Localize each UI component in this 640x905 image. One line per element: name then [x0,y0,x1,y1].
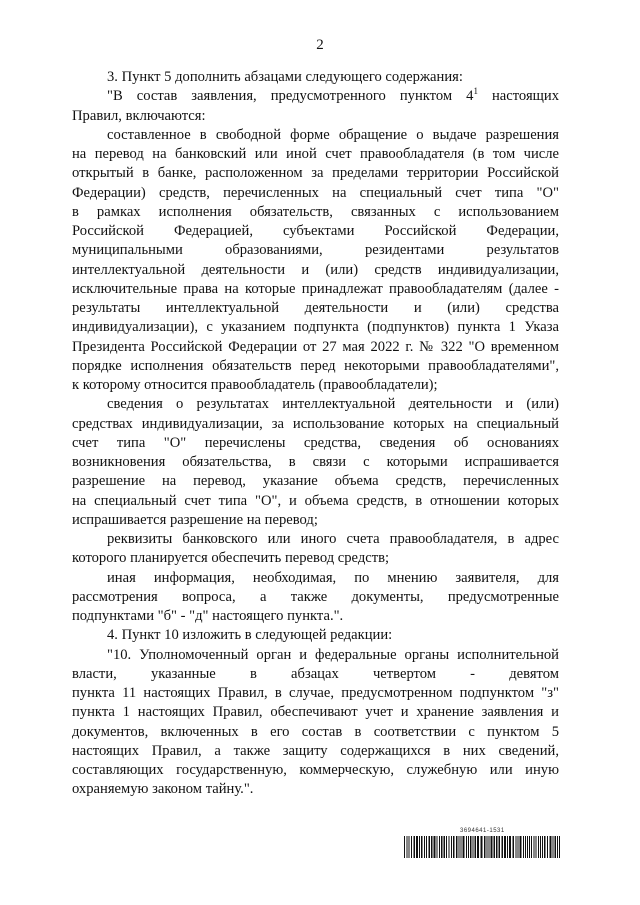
line-text: 4. Пункт 10 изложить в следующей редакции: [107,627,393,644]
line-text: составленное в свободной форме обращение о выдаче разрешения [107,126,559,143]
text-line [72,280,559,299]
line-text: разрешение на перевод, указание объема средств, перечисленных [72,473,559,490]
text-line [72,107,559,126]
text-line [72,318,559,337]
line-text-tail: настоящих [477,88,559,105]
line-text: составляющих государственную, коммерческую, служебную или иную [72,762,559,778]
text-line [72,376,559,395]
line-text: подпунктами "б" - "д" настоящего пункта.". [72,608,344,624]
line-text: рассмотрения вопроса, а также документы, предусмотренные [72,588,559,605]
text-line [72,511,559,530]
text-line [72,665,559,684]
line-text: в рамках исполнения обязательств, связанных с использованием [72,203,559,220]
text-line [72,780,559,799]
text-line [72,203,559,222]
line-text: власти, указанные в абзацах четвертом - девятом [72,665,559,682]
text-line [72,607,559,626]
line-text: пункта 1 настоящих Правил, обеспечивают учет и хранение заявления и [72,704,559,721]
line-text: на специальный счет типа "О", и объема средств, в отношении которых [72,492,559,509]
line-text: охраняемую законом тайну.". [72,781,254,798]
line-text: порядке исполнения обязательств перед некоторыми правообладателями", [72,357,559,374]
text-line [72,549,559,568]
text-line [72,126,559,145]
line-text: результаты интеллектуальной деятельности и (или) средства [72,300,559,316]
line-text: возникновения обязательства, в связи с которыми испрашивается [72,454,559,470]
text-line [72,241,559,260]
line-text: испрашивается разрешение на перевод; [72,511,318,528]
text-line [72,434,559,453]
line-text: Федерации) средств, перечисленных на специальный счет типа "О" [72,184,559,201]
line-text: на перевод на банковский или иной счет правообладателя (в том числе [72,146,559,162]
line-text: Президента Российской Федерации от 27 мая 2022 г. № 322 "О временном [72,338,559,355]
barcode [404,836,560,858]
text-line [72,742,559,761]
text-line [72,338,559,357]
line-text: интеллектуальной деятельности и (или) средств индивидуализации, [72,261,559,278]
line-text: счет типа "О" перечислены средства, сведения об основаниях [72,434,559,451]
superscript: 1 [473,86,478,97]
text-line [72,184,559,203]
text-line [72,761,559,780]
line-text: 3. Пункт 5 дополнить абзацами следующего содержания: [107,69,463,85]
line-text: Правил, включаются: [72,107,206,124]
page-number: 2 [316,37,324,53]
text-line [72,472,559,491]
line-text: пункта 11 настоящих Правил, в случае, предусмотренном подпунктом "з" [72,685,559,701]
text-line [72,415,559,434]
line-text: сведения о результатах интеллектуальной деятельности и (или) [107,396,559,413]
text-line [72,530,559,549]
text-line [72,684,559,703]
text-line [72,703,559,722]
text-line [72,588,559,607]
document-code: 3694641-1531 [460,828,505,834]
document-body [72,68,559,800]
line-text: "10. Уполномоченный орган и федеральные органы исполнительной [107,646,559,663]
text-line [72,453,559,472]
line-text: индивидуализации), с указанием подпункта (подпунктов) пункта 1 Указа [72,319,559,336]
text-line [72,395,559,414]
line-text: к которому относится правообладатель (правообладатели); [72,377,438,393]
line-text: открытый в банке, расположенном за пределами территории Российской [72,165,559,182]
text-line [72,723,559,742]
text-line [72,261,559,280]
line-text: которого планируется обеспечить перевод средств; [72,550,390,567]
text-line [72,357,559,376]
line-text: реквизиты банковского или иного счета правообладателя, в адрес [107,531,559,547]
line-text: иная информация, необходимая, по мнению заявителя, для [107,569,559,586]
line-text: муниципальными образованиями, резидентами результатов [72,242,559,259]
line-text: средствах индивидуализации, за использование которых на специальный [72,415,559,432]
text-line [72,164,559,183]
text-line [72,68,559,87]
text-line [72,299,559,318]
line-text: "В состав заявления, предусмотренного пунктом 4 [107,88,474,105]
text-line [72,492,559,511]
text-line [72,626,559,645]
text-line [72,569,559,588]
text-line [72,222,559,241]
text-line [72,145,559,164]
line-text: Российской Федерацией, субъектами Российской Федерации, [72,223,559,239]
text-line [72,87,559,106]
line-text: документов, включенных в его состав в соответствии с пунктом 5 [72,723,559,740]
line-text: настоящих Правил, а также защиту содержащихся в них сведений, [72,742,559,759]
text-line [72,646,559,665]
line-text: исключительные права на которые принадлежат правообладателям (далее - [72,280,559,297]
